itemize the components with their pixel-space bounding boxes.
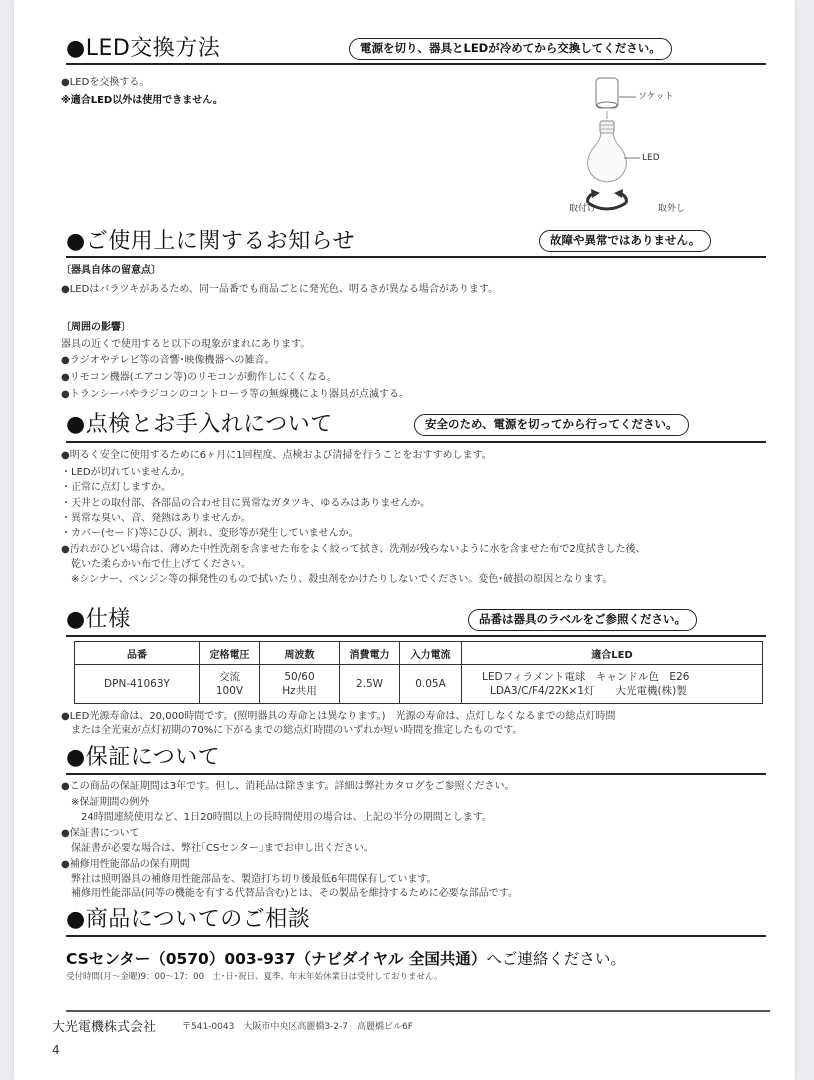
led-line-2: LDA3/C/F4/22K×1灯 大光電機(株)製	[490, 685, 687, 697]
cell-power: 2.5W	[340, 665, 400, 704]
header-power: 消費電力	[340, 642, 400, 665]
text-line: 保証書が必要な場合は、弊社｢CSセンター｣までお申し出ください。	[61, 843, 374, 854]
warning-line: ※シンナー、ベンジン等の揮発性のもので拭いたり、殺虫剤をかけたりしないでください。変色･破損の原因となります。	[61, 574, 613, 585]
note-pill-led-replace: 電源を切り、器具とLEDが冷めてから交換してください。	[349, 38, 672, 60]
section-title-led-replace: ●LED交換方法	[66, 36, 221, 61]
text-line: ●トランシーバやラジコンのコントローラ等の無線機により器具が点滅する。	[61, 389, 409, 400]
manual-page	[14, 0, 795, 1080]
label-attach: 取付け	[569, 204, 597, 214]
section-rule	[66, 773, 766, 775]
led-line-1: LEDフィラメント電球 キャンドル色 E26	[482, 671, 690, 683]
header-voltage: 定格電圧	[200, 642, 260, 665]
footer-rule	[66, 1010, 770, 1012]
text-line: 乾いた柔らかい布で仕上げてください。	[61, 559, 251, 570]
led-replacement-diagram	[569, 75, 734, 220]
cell-frequency	[260, 665, 340, 704]
frequency-line-2: Hz共用	[282, 685, 317, 697]
section-title-usage-notice: ●ご使用上に関するお知らせ	[66, 229, 356, 254]
label-led: LED	[642, 153, 660, 163]
spec-table-header-row	[75, 642, 763, 665]
section-title-spec: ●仕様	[66, 607, 131, 632]
text-line: ●LEDはバラツキがあるため、同一品番でも商品ごとに発光色、明るさが異なる場合があります。	[61, 284, 499, 295]
cell-model: DPN-41063Y	[75, 665, 200, 704]
section-rule	[66, 63, 766, 65]
section-title-warranty: ●保証について	[66, 745, 221, 770]
subsection-heading: 〔器具自体の留意点〕	[61, 265, 161, 276]
section-title-contact: ●商品についてのご相談	[66, 907, 311, 932]
section-rule	[66, 935, 766, 937]
header-compatible-led: 適合LED	[462, 642, 763, 665]
header-model: 品番	[75, 642, 200, 665]
label-socket: ソケット	[638, 92, 674, 102]
text-line: ※保証期間の例外	[61, 797, 150, 808]
cs-center-phone: CSセンター（0570）003-937（ナビダイヤル 全国共通）	[66, 950, 487, 968]
cs-center-suffix: へご連絡ください。	[486, 950, 626, 968]
cs-center-line	[66, 947, 626, 969]
company-name: 大光電機株式会社	[52, 1020, 157, 1035]
note-pill-spec: 品番は器具のラベルをご参照ください。	[468, 609, 697, 631]
checklist-item: ・異常な臭い、音、発熱はありませんか。	[61, 513, 251, 524]
checklist-item: ・天井との取付部、各部品の合わせ目に異常なガタツキ、ゆるみはありませんか。	[61, 498, 431, 509]
text-line: ●明るく安全に使用するために6ヶ月に1回程度、点検および清掃を行うことをおすすめします。	[61, 450, 492, 461]
text-line: 補修用性能部品(同等の機能を有する代替品含む)とは、その製品を維持するために必要な部品です。	[61, 888, 519, 899]
text-line: 24時間連続使用など、1日20時間以上の長時間使用の場合は、上記の半分の期間とします。	[61, 812, 493, 823]
frequency-line-1: 50/60	[284, 671, 315, 683]
text-line: ●LEDを交換する。	[61, 77, 150, 88]
subsection-heading: 〔周囲の影響〕	[61, 322, 131, 333]
text-line: ●リモコン機器(エアコン等)のリモコンが動作しにくくなる。	[61, 372, 338, 383]
text-line: ●補修用性能部品の保有期間	[61, 859, 190, 870]
section-rule	[66, 635, 766, 637]
header-frequency: 周波数	[260, 642, 340, 665]
label-remove: 取外し	[658, 204, 686, 214]
text-line: ●保証書について	[61, 828, 140, 839]
cell-current: 0.05A	[400, 665, 462, 704]
voltage-line-1: 交流	[219, 671, 240, 683]
cell-voltage	[200, 665, 260, 704]
text-line: ●ラジオやテレビ等の音響･映像機器への雑音。	[61, 355, 275, 366]
text-line: ●LED光源寿命は、20,000時間です。(照明器具の寿命とは異なります。) 光源の寿命は、点灯しなくなるまでの総点灯時間	[61, 711, 616, 722]
text-line: 器具の近くで使用すると以下の現象がまれにあります。	[61, 339, 311, 350]
header-current: 入力電流	[400, 642, 462, 665]
checklist-item: ・LEDが切れていませんか。	[61, 467, 191, 478]
spec-table	[74, 641, 763, 704]
section-title-inspection: ●点検とお手入れについて	[66, 412, 333, 437]
section-rule	[66, 256, 766, 258]
text-line: ●汚れがひどい場合は、薄めた中性洗剤を含ませた布をよく絞って拭き、洗剤が残らないように水を含ませた布で2度拭きした後、	[61, 544, 646, 555]
note-pill-usage-notice: 故障や異常ではありません。	[539, 230, 711, 252]
checklist-item: ・正常に点灯しますか。	[61, 482, 171, 493]
voltage-line-2: 100V	[215, 685, 244, 697]
note-pill-inspection: 安全のため、電源を切ってから行ってください。	[414, 414, 689, 436]
text-line: または全光束が点灯初期の70%に下がるまでの総点灯時間のいずれか短い時間を推定したものです。	[61, 725, 523, 736]
cell-compatible-led	[462, 665, 763, 704]
table-row	[75, 665, 763, 704]
checklist-item: ・カバー(セード)等にひび、割れ、変形等が発生していませんか。	[61, 528, 359, 539]
text-line: 弊社は照明器具の補修用性能部品を、製造打ち切り後最低6年間保有しています。	[61, 874, 437, 885]
warning-line: ※適合LED以外は使用できません。	[61, 95, 223, 106]
company-address: 〒541-0043 大阪市中央区高麗橋3-2-7 高麗橋ビル6F	[182, 1022, 413, 1032]
section-rule	[66, 441, 766, 443]
reception-hours: 受付時間(月～金曜)9：00～17：00 土･日･祝日、夏季、年末年始休業日は受付しておりません。	[66, 972, 443, 982]
page-number: 4	[52, 1043, 60, 1057]
text-line: ●この商品の保証期間は3年です。但し、消耗品は除きます。詳細は弊社カタログをご参照ください。	[61, 781, 515, 792]
